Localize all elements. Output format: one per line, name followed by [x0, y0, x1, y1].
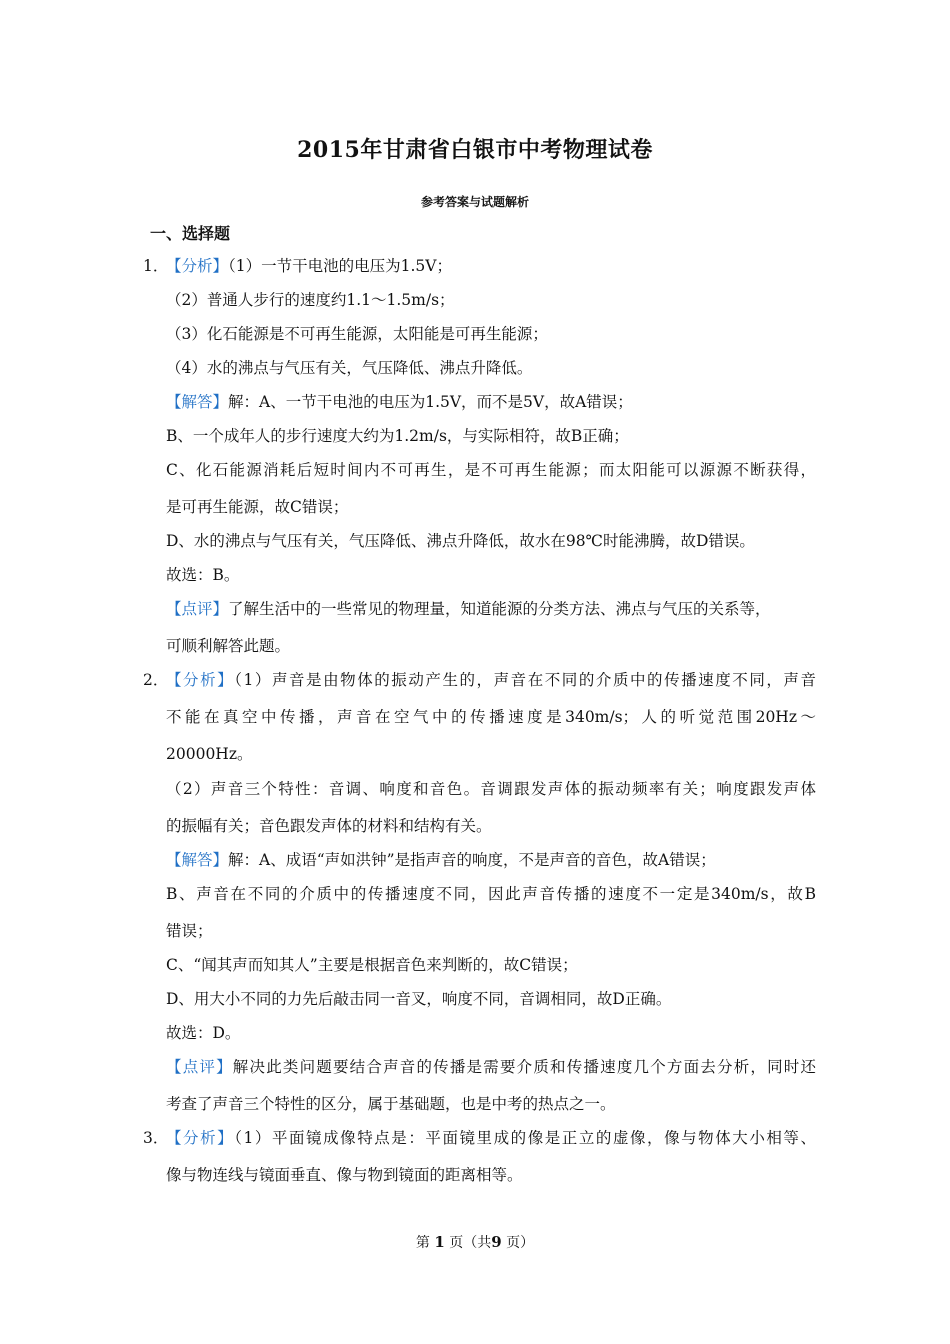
total-pages-number: 9 [491, 1233, 502, 1251]
q2-analysis-line-5: 的振幅有关；音色跟发声体的材料和结构有关。 [166, 817, 492, 835]
q2-review-line-1: 【点评】解决此类问题要结合声音的传播是需要介质和传播速度几个方面去分析，同时还 [166, 1058, 816, 1076]
q1-answer-line-1: 【解答】解：A、一节干电池的电压为1.5V，而不是5V，故A错误； [166, 393, 633, 411]
q2-answer-line-4: C、“闻其声而知其人”主要是根据音色来判断的，故C错误； [166, 956, 578, 974]
q1-answer-line-5: D、水的沸点与气压有关，气压降低、沸点升降低，故水在98℃时能沸腾，故D错误。 [166, 532, 755, 550]
q2-analysis-line-4: （2）声音三个特性：音调、响度和音色。音调跟发声体的振动频率有关；响度跟发声体 [166, 780, 816, 798]
q3-analysis-line-1: 【分析】（1）平面镜成像特点是：平面镜里成的像是正立的虚像，像与物体大小相等、 [166, 1129, 816, 1147]
q2-answer-line-2: B、声音在不同的介质中的传播速度不同，因此声音传播的速度不一定是340m/s，故B [166, 885, 816, 903]
q2-answer-line-3: 错误； [166, 922, 213, 940]
q2-review-line-2: 考查了声音三个特性的区分，属于基础题，也是中考的热点之一。 [166, 1095, 616, 1113]
question-number-2: 2． [143, 671, 169, 689]
q1-analysis-line-2: （2）普通人步行的速度约1.1～1.5m/s； [166, 291, 455, 309]
review-tag: 【点评】 [166, 1058, 233, 1076]
q3-analysis-line-2: 像与物连线与镜面垂直、像与物到镜面的距离相等。 [166, 1166, 523, 1184]
answer-tag: 【解答】 [166, 851, 229, 869]
q2-answer-line-1: 【解答】解：A、成语“声如洪钟”是指声音的响度，不是声音的音色，故A错误； [166, 851, 716, 869]
q1-review-line-2: 可顺利解答此题。 [166, 637, 291, 655]
q1-answer-line-3: C、化石能源消耗后短时间内不可再生，是不可再生能源；而太阳能可以源源不断获得， [166, 461, 816, 479]
q2-analysis-line-1: 【分析】（1）声音是由物体的振动产生的，声音在不同的介质中的传播速度不同，声音 [166, 671, 816, 689]
section-heading: 一、选择题 [150, 224, 231, 243]
q2-analysis-line-3: 20000Hz。 [166, 745, 253, 763]
document-title: 2015年甘肃省白银市中考物理试卷 [297, 137, 653, 163]
q1-answer-line-2: B、一个成年人的步行速度大约为1.2m/s，与实际相符，故B正确； [166, 427, 629, 445]
q1-analysis-line-3: （3）化石能源是不可再生能源，太阳能是可再生能源； [166, 325, 548, 343]
q1-review-line-1: 【点评】了解生活中的一些常见的物理量，知道能源的分类方法、沸点与气压的关系等， [166, 600, 771, 618]
analysis-tag: 【分析】 [166, 1129, 235, 1147]
question-number-1: 1． [143, 257, 169, 275]
review-tag: 【点评】 [166, 600, 229, 618]
answer-tag: 【解答】 [166, 393, 229, 411]
question-number-3: 3． [143, 1129, 169, 1147]
q1-answer-line-4: 是可再生能源，故C错误； [166, 498, 349, 516]
current-page-number: 1 [434, 1233, 445, 1251]
q2-analysis-line-2: 不能在真空中传播，声音在空气中的传播速度是340m/s；人的听觉范围20Hz～ [166, 708, 816, 726]
q1-analysis-line-1: 【分析】（1）一节干电池的电压为1.5V； [166, 257, 452, 275]
analysis-tag: 【分析】 [166, 257, 229, 275]
q2-answer-line-6: 故选：D。 [166, 1024, 241, 1042]
document-subtitle: 参考答案与试题解析 [420, 195, 529, 209]
q2-answer-line-5: D、用大小不同的力先后敲击同一音叉，响度不同，音调相同，故D正确。 [166, 990, 672, 1008]
q1-answer-line-6: 故选：B。 [166, 566, 240, 584]
analysis-tag: 【分析】 [166, 671, 235, 689]
q1-analysis-line-4: （4）水的沸点与气压有关，气压降低、沸点升降低。 [166, 359, 533, 377]
page-footer: 第 1 页（共9 页） [415, 1233, 535, 1251]
